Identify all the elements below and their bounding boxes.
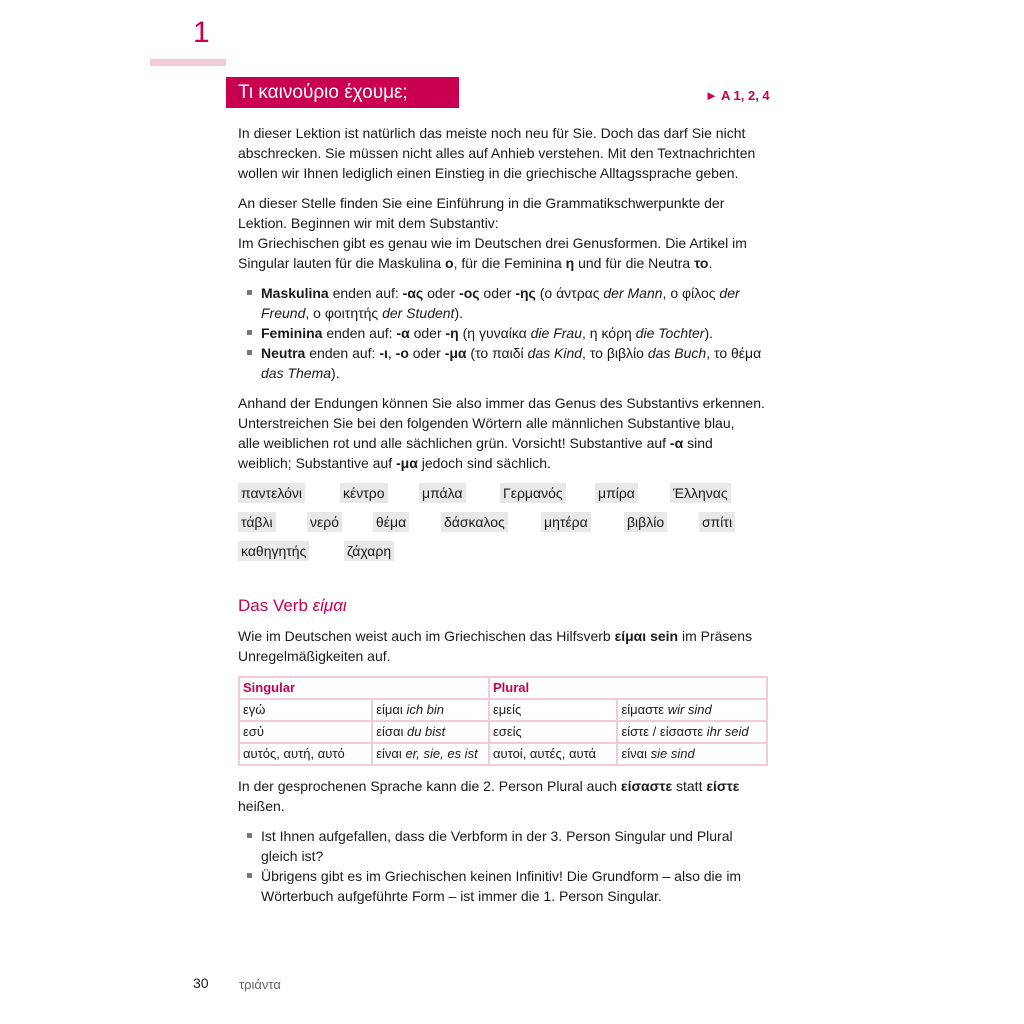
text: (η γυναίκα [458, 325, 531, 341]
word-chip[interactable]: κέντρο [340, 483, 388, 503]
text: alle weiblichen rot und alle sächlichen grün. Vorsicht! Substantive auf [238, 435, 670, 451]
text-line: heißen. [238, 798, 285, 814]
text: In der gesprochenen Sprache kann die 2. Person Plural auch [238, 778, 621, 794]
text: Singular lauten für die Maskulina [238, 255, 446, 271]
translation: Freund [261, 305, 306, 321]
pronoun-cell: εμείς [489, 699, 617, 721]
main-content [238, 123, 770, 916]
translation: ihr seid [706, 724, 749, 739]
verb-form: είναι [621, 746, 651, 761]
word-chip[interactable]: Γερμανός [500, 483, 566, 503]
word-chip[interactable]: βιβλίο [624, 512, 667, 532]
text: enden auf: [322, 325, 397, 341]
word-chip[interactable]: τάβλι [238, 512, 276, 532]
verb-form: είστε / είσαστε [621, 724, 707, 739]
text: (το παιδί [466, 345, 528, 361]
word-chip[interactable]: νερό [307, 512, 342, 532]
notes-list [238, 826, 770, 906]
table-row [239, 721, 767, 743]
text: weiblich; Substantive auf [238, 455, 396, 471]
word-chip[interactable]: δάσκαλος [441, 512, 508, 532]
article-masculine: ο [445, 255, 454, 271]
word-chip[interactable]: Έλληνας [670, 483, 731, 503]
text-line: Unregelmäßigkeiten auf. [238, 648, 391, 664]
word-exercise [238, 483, 770, 570]
word-chip[interactable]: μπάλα [419, 483, 466, 503]
text: enden auf: [305, 345, 380, 361]
text: sind [683, 435, 713, 451]
conjugation-table [238, 676, 768, 766]
grammar-intro-paragraph [238, 193, 770, 273]
text: ). [331, 365, 340, 381]
verb-form: είσαι [376, 724, 407, 739]
list-item-neuter [238, 343, 770, 383]
text-line [261, 283, 770, 303]
text: ). [454, 305, 464, 321]
text-line [261, 303, 770, 323]
text: (ο άντρας [535, 285, 604, 301]
ending: -ης [515, 285, 536, 301]
translation: der Student [382, 305, 455, 321]
page-number-word: τριάντα [239, 977, 281, 992]
section-title: Τι καινούριο έχουμε; [238, 82, 408, 103]
text-line: Im Griechischen gibt es genau wie im Deutschen drei Genusformen. Die Artikel im [238, 235, 747, 251]
text: jedoch sind sächlich. [417, 455, 551, 471]
list-item [238, 826, 770, 866]
text: statt [672, 778, 707, 794]
ending: -μα [444, 345, 467, 361]
ending: -ος [459, 285, 480, 301]
translation: ich bin [406, 702, 445, 717]
form-cell [372, 721, 489, 743]
ending: -α [669, 435, 684, 451]
pronoun-cell: εσύ [239, 721, 372, 743]
gender-ending-list [238, 283, 770, 383]
list-item [238, 866, 770, 906]
text: , η κόρη [582, 325, 636, 341]
text: , ο φοιτητής [305, 305, 383, 321]
text-line: Lektion. Beginnen wir mit dem Substantiv: [238, 215, 499, 231]
exercise-paragraph [238, 393, 770, 473]
pronoun-cell: αυτοί, αυτές, αυτά [489, 743, 617, 765]
verb: είμαι [312, 596, 347, 615]
form-cell [617, 699, 767, 721]
list-item-masculine [238, 283, 770, 323]
exercise-reference: ► A 1, 2, 4 [705, 88, 770, 103]
text: , το θέμα [706, 345, 762, 361]
text-line [261, 343, 770, 363]
gender-label: Neutra [261, 345, 306, 361]
ending: -ι [379, 345, 388, 361]
form-cell [372, 743, 489, 765]
verb-highlight: είμαι sein [614, 628, 679, 644]
gender-label: Feminina [261, 325, 323, 341]
table-row [239, 699, 767, 721]
header-plural: Plural [489, 677, 767, 699]
text: , το βιβλίο [582, 345, 648, 361]
word-chip[interactable]: μητέρα [541, 512, 591, 532]
form-cell [617, 743, 767, 765]
text: oder [479, 285, 516, 301]
text-line: wollen wir Ihnen lediglich einen Einstieg in die griechische Alltagssprache geben. [238, 165, 739, 181]
text-line [238, 626, 770, 646]
list-item-feminine [238, 323, 770, 343]
text-line: abschrecken. Sie müssen nicht alles auf Anhieb verstehen. Mit den Textnachrichten [238, 145, 756, 161]
section-title-box [226, 77, 459, 108]
header-singular: Singular [239, 677, 489, 699]
text: . [708, 255, 713, 271]
text: oder [409, 325, 446, 341]
text-line [238, 433, 770, 453]
word-chip[interactable]: θέμα [373, 512, 409, 532]
verb-intro-paragraph [238, 626, 770, 666]
article-neuter: το [694, 255, 709, 271]
ending: -ας [402, 285, 424, 301]
text-line [261, 323, 770, 343]
ending: -η [445, 325, 459, 341]
word-chip[interactable]: καθηγητής [238, 541, 309, 561]
text-line: Ist Ihnen aufgefallen, dass die Verbform in der 3. Person Singular und Plural [261, 828, 733, 844]
ending: -ο [395, 345, 409, 361]
verb-form: είστε [706, 778, 740, 794]
text: , ο φίλος [662, 285, 720, 301]
pronoun-cell: εγώ [239, 699, 372, 721]
text-line: Unterstreichen Sie bei den folgenden Wörtern alle männlichen Substantive blau, [238, 415, 735, 431]
translation: das Kind [527, 345, 583, 361]
word-row [238, 483, 770, 512]
text-line: gleich ist? [261, 848, 324, 864]
text: enden auf: [328, 285, 403, 301]
word-row [238, 512, 770, 541]
translation: die Frau [530, 325, 582, 341]
text: , [387, 345, 396, 361]
translation: sie sind [650, 746, 695, 761]
ending: -μα [395, 455, 418, 471]
translation: die Tochter [635, 325, 705, 341]
article-feminine: η [565, 255, 575, 271]
text: ). [704, 325, 714, 341]
text-line: Anhand der Endungen können Sie also immer das Genus des Substantivs erkennen. [238, 395, 765, 411]
ending: -α [396, 325, 410, 341]
text-line [238, 776, 770, 796]
pronoun-cell: αυτός, αυτή, αυτό [239, 743, 372, 765]
translation: er, sie, es ist [405, 746, 478, 761]
word-chip[interactable]: παντελόνι [238, 483, 305, 503]
table-row [239, 743, 767, 765]
text: im Präsens [678, 628, 752, 644]
chapter-bar [150, 59, 226, 66]
page-number: 30 [193, 975, 209, 991]
word-chip[interactable]: μπίρα [595, 483, 638, 503]
text-line [261, 363, 770, 383]
translation: wir sind [667, 702, 712, 717]
translation: das Buch [647, 345, 707, 361]
text: oder [408, 345, 445, 361]
pronoun-cell: εσείς [489, 721, 617, 743]
text-line [238, 253, 770, 273]
verb-form: είσαστε [620, 778, 673, 794]
text: Wie im Deutschen weist auch im Griechischen das Hilfsverb [238, 628, 615, 644]
text: Das Verb [238, 596, 313, 615]
translation: du bist [406, 724, 446, 739]
table-header-row [239, 677, 767, 699]
text: , für die Feminina [453, 255, 566, 271]
verb-form: είμαστε [621, 702, 668, 717]
translation: der Mann [603, 285, 663, 301]
word-chip[interactable]: σπίτι [699, 512, 735, 532]
text-line: In dieser Lektion ist natürlich das meiste noch neu für Sie. Doch das darf Sie nicht [238, 125, 746, 141]
intro-paragraph [238, 123, 770, 183]
word-chip[interactable]: ζάχαρη [344, 541, 394, 561]
text-line: Wörterbuch aufgeführte Form – ist immer die 1. Person Singular. [261, 888, 662, 904]
verb-section-title [238, 596, 770, 616]
form-cell [372, 699, 489, 721]
word-row [238, 541, 770, 570]
translation: das Thema [261, 365, 332, 381]
text-line: Übrigens gibt es im Griechischen keinen Infinitiv! Die Grundform – also die im [261, 868, 742, 884]
chapter-number: 1 [193, 16, 210, 49]
text-line: An dieser Stelle finden Sie eine Einführung in die Grammatikschwerpunkte der [238, 195, 725, 211]
form-cell [617, 721, 767, 743]
translation: der [719, 285, 740, 301]
verb-form: είμαι [376, 702, 407, 717]
text: oder [423, 285, 460, 301]
spoken-form-paragraph [238, 776, 770, 816]
text-line [238, 453, 770, 473]
verb-form: είναι [376, 746, 406, 761]
gender-label: Maskulina [261, 285, 329, 301]
text: und für die Neutra [574, 255, 695, 271]
